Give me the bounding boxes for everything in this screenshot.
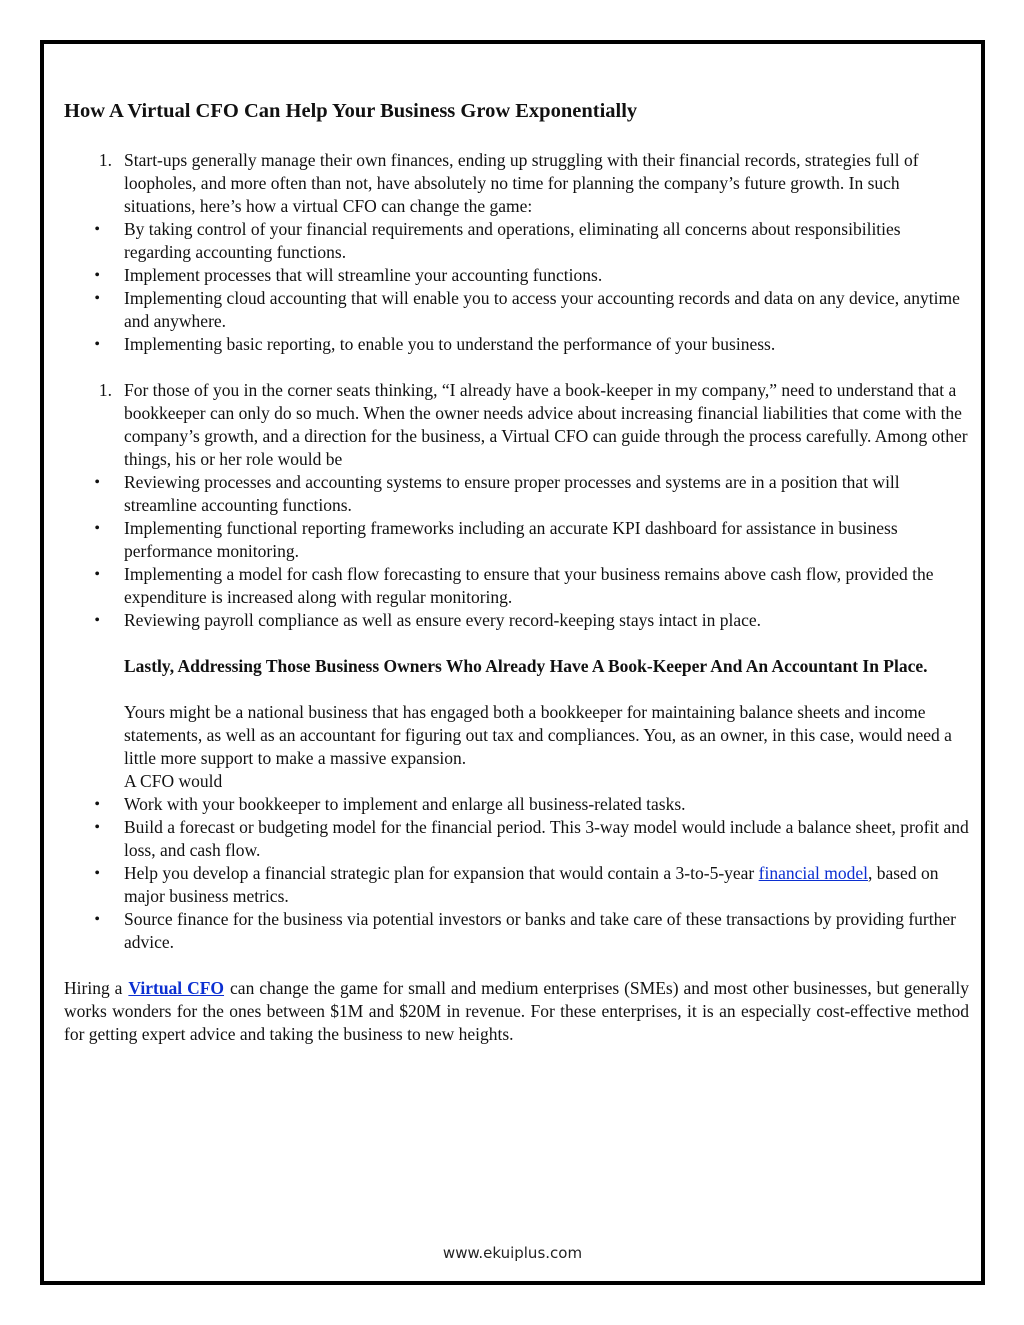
numbered-item — [64, 379, 969, 471]
list-item: • Source finance for the business via potential investors or banks and take care of these transactions by providing further advice. — [64, 908, 969, 954]
list-number: 1. — [98, 150, 112, 170]
bullet-icon: • — [94, 566, 100, 583]
virtual-cfo-link[interactable]: Virtual CFO — [128, 978, 225, 998]
bullet-icon: • — [94, 819, 100, 836]
bullet-icon: • — [94, 520, 100, 537]
bullet-icon: • — [94, 290, 100, 307]
financial-model-link[interactable]: financial model — [758, 863, 868, 883]
list-item: • By taking control of your financial requirements and operations, eliminating all concerns about responsibilities regarding accounting functions. — [64, 218, 969, 264]
section1-intro: Start-ups generally manage their own finances, ending up struggling with their financial records, strategies full of loopholes, and more often than not, have absolutely no time for planning the company’s future growth. In such situations, here’s how a virtual CFO can change the game: — [124, 150, 919, 216]
numbered-item — [64, 149, 969, 218]
list-item: • Help you develop a financial strategic plan for expansion that would contain a 3-to-5-year financial model, based on major business metrics. — [64, 862, 969, 908]
bullet-icon: • — [94, 612, 100, 629]
bullet-icon: • — [94, 221, 100, 238]
bullet-icon: • — [94, 865, 100, 882]
page-title: How A Virtual CFO Can Help Your Business Grow Exponentially — [64, 100, 638, 122]
list-item: • Implementing functional reporting frameworks including an accurate KPI dashboard for assistance in business performance monitoring. — [64, 517, 969, 563]
list-number: 1. — [98, 380, 112, 400]
list-item: • Reviewing processes and accounting systems to ensure proper processes and systems are in a position that will streamline accounting functions. — [64, 471, 969, 517]
list-item: • Work with your bookkeeper to implement and enlarge all business-related tasks. — [64, 793, 969, 816]
list-item: • Implementing a model for cash flow forecasting to ensure that your business remains above cash flow, provided the expenditure is increased along with regular monitoring. — [64, 563, 969, 609]
bullet-icon: • — [94, 911, 100, 928]
section2-intro: For those of you in the corner seats thinking, “I already have a book-keeper in my company,” need to understand that a bookkeeper can only do so much. When the owner needs advice about increasing financial liabilities that come with the company’s growth, and a direction for the business, a Virtual CFO can guide through the process carefully. Among other things, his or her role would be — [124, 380, 968, 469]
section-heading: Lastly, Addressing Those Business Owners Who Already Have A Book-Keeper And An Accountant In Place. — [124, 656, 928, 676]
bullet-icon: • — [94, 267, 100, 284]
bullet-icon: • — [94, 474, 100, 491]
list-item: • Build a forecast or budgeting model for the financial period. This 3-way model would include a balance sheet, profit and loss, and cash flow. — [64, 816, 969, 862]
bullet-icon: • — [94, 796, 100, 813]
bullet-icon: • — [94, 336, 100, 353]
section3-paragraph: Yours might be a national business that has engaged both a bookkeeper for maintaining balance sheets and income statements, as well as an accountant for figuring out tax and compliances. You, as an owner, in this case, would need a little more support to make a massive expansion. — [124, 702, 952, 768]
list-item: • Reviewing payroll compliance as well as ensure every record-keeping stays intact in place. — [64, 609, 969, 632]
section3-lead: A CFO would — [124, 771, 223, 791]
page-frame — [40, 40, 985, 1285]
closing-paragraph: Hiring a Virtual CFO can change the game for small and medium enterprises (SMEs) and most other businesses, but generally works wonders for the ones between $1M and $20M in revenue. For these enterprises, it is an especially cost-effective method for getting expert advice and taking the business to new heights. — [64, 978, 969, 1044]
list-item: • Implementing cloud accounting that will enable you to access your accounting records and data on any device, anytime and anywhere. — [64, 287, 969, 333]
list-item: • Implement processes that will streamline your accounting functions. — [64, 264, 969, 287]
footer-url: www.ekuiplus.com — [442, 1244, 583, 1262]
list-item: • Implementing basic reporting, to enable you to understand the performance of your business. — [64, 333, 969, 356]
document-body — [64, 98, 969, 1046]
